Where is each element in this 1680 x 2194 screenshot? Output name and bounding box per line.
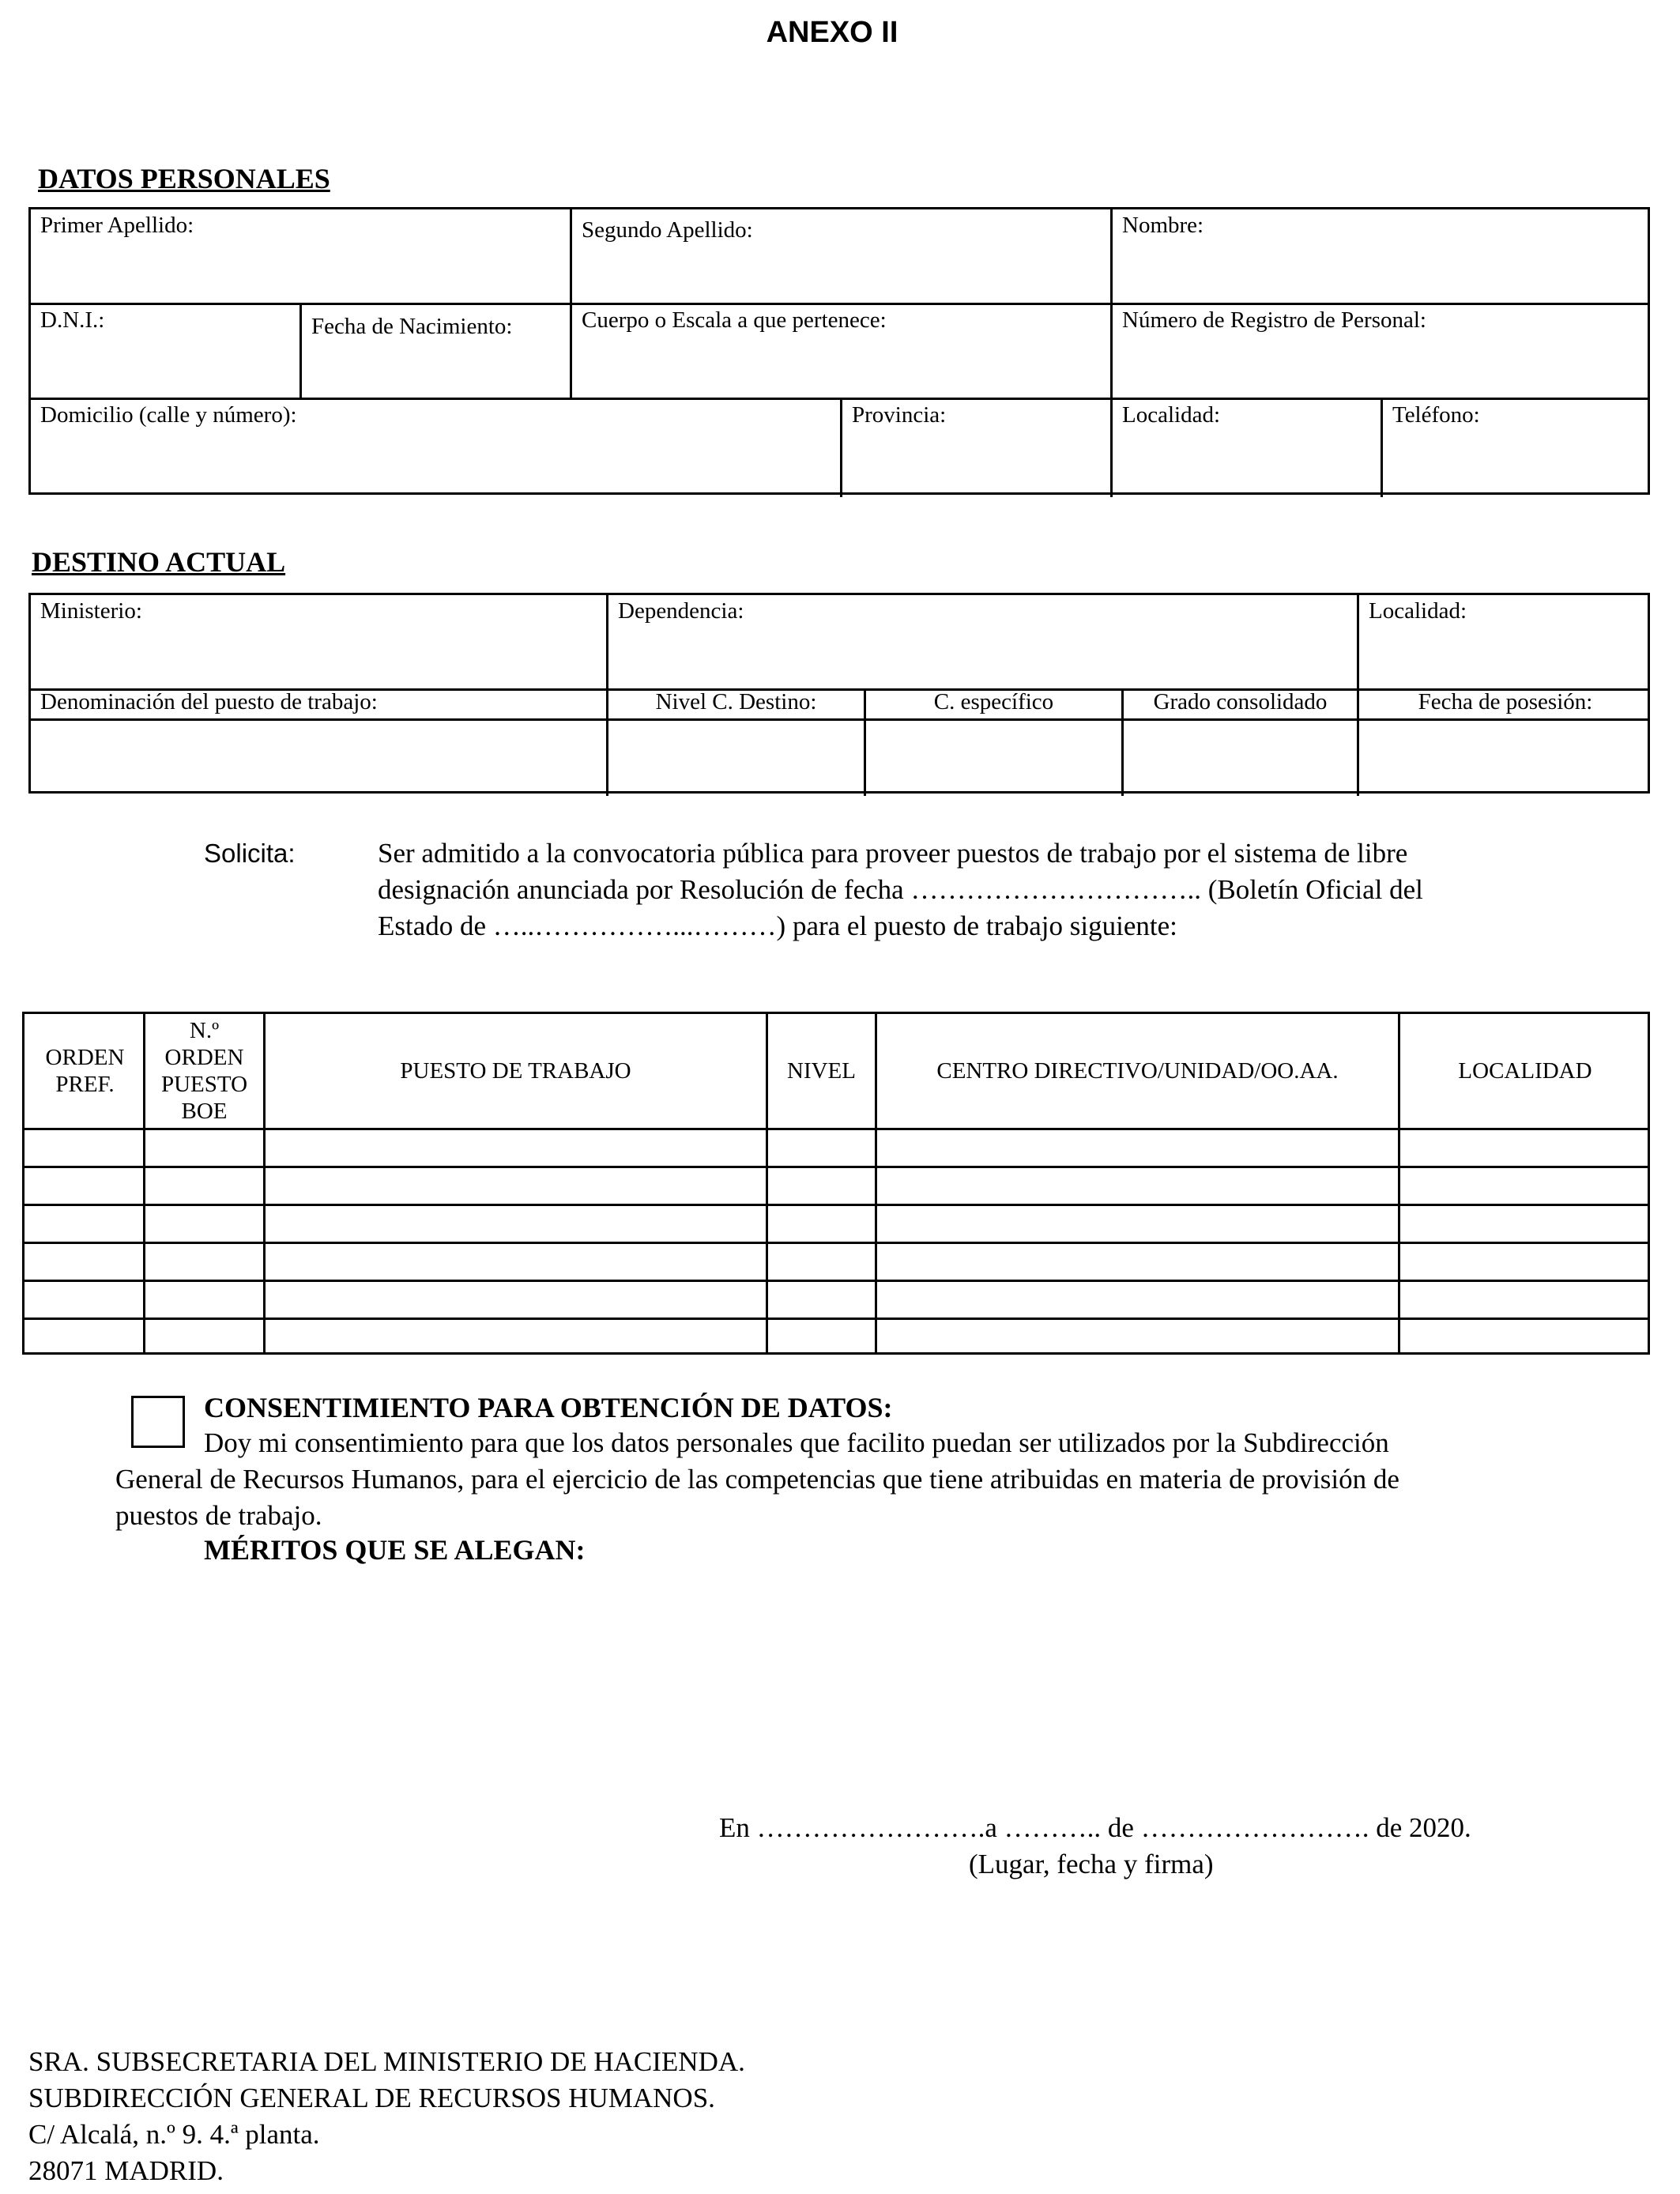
destinatario-line-2: SUBDIRECCIÓN GENERAL DE RECURSOS HUMANOS. <box>28 2083 715 2113</box>
domicilio-field[interactable]: Domicilio (calle y número): <box>40 402 297 428</box>
destinatario-line-4: 28071 MADRID. <box>28 2155 224 2186</box>
solicita-text <box>378 835 1587 944</box>
destino-actual-table <box>28 593 1650 794</box>
c-especifico-label: C. específico <box>933 689 1054 714</box>
segundo-apellido-field[interactable]: Segundo Apellido: <box>582 217 753 243</box>
telefono-field[interactable]: Teléfono: <box>1392 402 1480 428</box>
fecha-nacimiento-field[interactable]: Fecha de Nacimiento: <box>311 314 513 339</box>
consentimiento-checkbox[interactable] <box>131 1396 185 1448</box>
table-row[interactable] <box>24 1206 1648 1242</box>
ministerio-field[interactable]: Ministerio: <box>40 598 142 624</box>
consentimiento-line-1: Doy mi consentimiento para que los datos personales que facilito puedan ser utilizados por la Subdirección <box>204 1427 1389 1458</box>
solicita-line-1: Ser admitido a la convocatoria pública para proveer puestos de trabajo por el sistema de libre <box>378 838 1408 869</box>
table-row[interactable] <box>24 1130 1648 1166</box>
destinatario-line-1: SRA. SUBSECRETARIA DEL MINISTERIO DE HACIENDA. <box>28 2046 745 2077</box>
header-orden-pref: ORDEN PREF. <box>45 1044 125 1097</box>
nivel-destino-label: Nivel C. Destino: <box>655 689 817 714</box>
grado-input[interactable] <box>1124 721 1357 794</box>
localidad-field[interactable]: Localidad: <box>1122 402 1221 428</box>
page-title: ANEXO II <box>766 16 898 49</box>
solicita-line-2: designación anunciada por Resolución de fecha ………………………….. (Boletín Oficial del <box>378 874 1423 905</box>
datos-personales-table <box>28 207 1650 495</box>
nombre-field[interactable]: Nombre: <box>1122 213 1204 238</box>
table-row[interactable] <box>24 1282 1648 1318</box>
c-especifico-input[interactable] <box>866 721 1121 794</box>
consentimiento-line-3: puestos de trabajo. <box>115 1500 322 1531</box>
header-centro-directivo: CENTRO DIRECTIVO/UNIDAD/OO.AA. <box>936 1057 1339 1084</box>
firma-line: En …………………….a ……….. de ……………………. de 2020. <box>719 1812 1471 1843</box>
meritos-area[interactable] <box>115 1577 1648 1782</box>
provincia-field[interactable]: Provincia: <box>852 402 947 428</box>
table-row[interactable] <box>24 1244 1648 1280</box>
dependencia-field[interactable]: Dependencia: <box>618 598 744 624</box>
destinatario-line-3: C/ Alcalá, n.º 9. 4.ª planta. <box>28 2119 320 2150</box>
primer-apellido-field[interactable]: Primer Apellido: <box>40 213 194 238</box>
nivel-destino-input[interactable] <box>608 721 864 794</box>
datos-personales-heading: DATOS PERSONALES <box>38 163 330 194</box>
cuerpo-escala-field[interactable]: Cuerpo o Escala a que pertenece: <box>582 307 887 333</box>
firma-caption: (Lugar, fecha y firma) <box>969 1849 1214 1879</box>
header-nivel: NIVEL <box>787 1057 856 1084</box>
solicita-line-3: Estado de …..……………...………) para el puesto de trabajo siguiente: <box>378 910 1177 941</box>
denominacion-label: Denominación del puesto de trabajo: <box>40 689 378 714</box>
denominacion-input[interactable] <box>31 721 606 794</box>
dni-field[interactable]: D.N.I.: <box>40 307 105 333</box>
fecha-posesion-input[interactable] <box>1359 721 1652 794</box>
header-puesto-trabajo: PUESTO DE TRABAJO <box>400 1057 631 1084</box>
puestos-table <box>22 1012 1650 1355</box>
table-row[interactable] <box>24 1168 1648 1204</box>
consentimiento-heading: CONSENTIMIENTO PARA OBTENCIÓN DE DATOS: <box>204 1392 893 1423</box>
solicita-label: Solicita: <box>204 839 296 868</box>
grado-label: Grado consolidado <box>1153 689 1328 714</box>
destinatario-block <box>28 2044 745 2189</box>
meritos-heading: MÉRITOS QUE SE ALEGAN: <box>204 1534 586 1566</box>
table-row[interactable] <box>24 1320 1648 1355</box>
fecha-posesion-label: Fecha de posesión: <box>1418 689 1593 714</box>
destino-actual-heading: DESTINO ACTUAL <box>32 546 286 578</box>
header-localidad: LOCALIDAD <box>1458 1057 1592 1084</box>
consentimiento-line-2: General de Recursos Humanos, para el ejercicio de las competencias que tiene atribuidas en materia de provisión de <box>115 1464 1399 1495</box>
header-orden-puesto-boe: N.º ORDEN PUESTO BOE <box>160 1017 248 1125</box>
localidad-destino-field[interactable]: Localidad: <box>1369 598 1467 624</box>
numero-registro-field[interactable]: Número de Registro de Personal: <box>1122 307 1426 333</box>
